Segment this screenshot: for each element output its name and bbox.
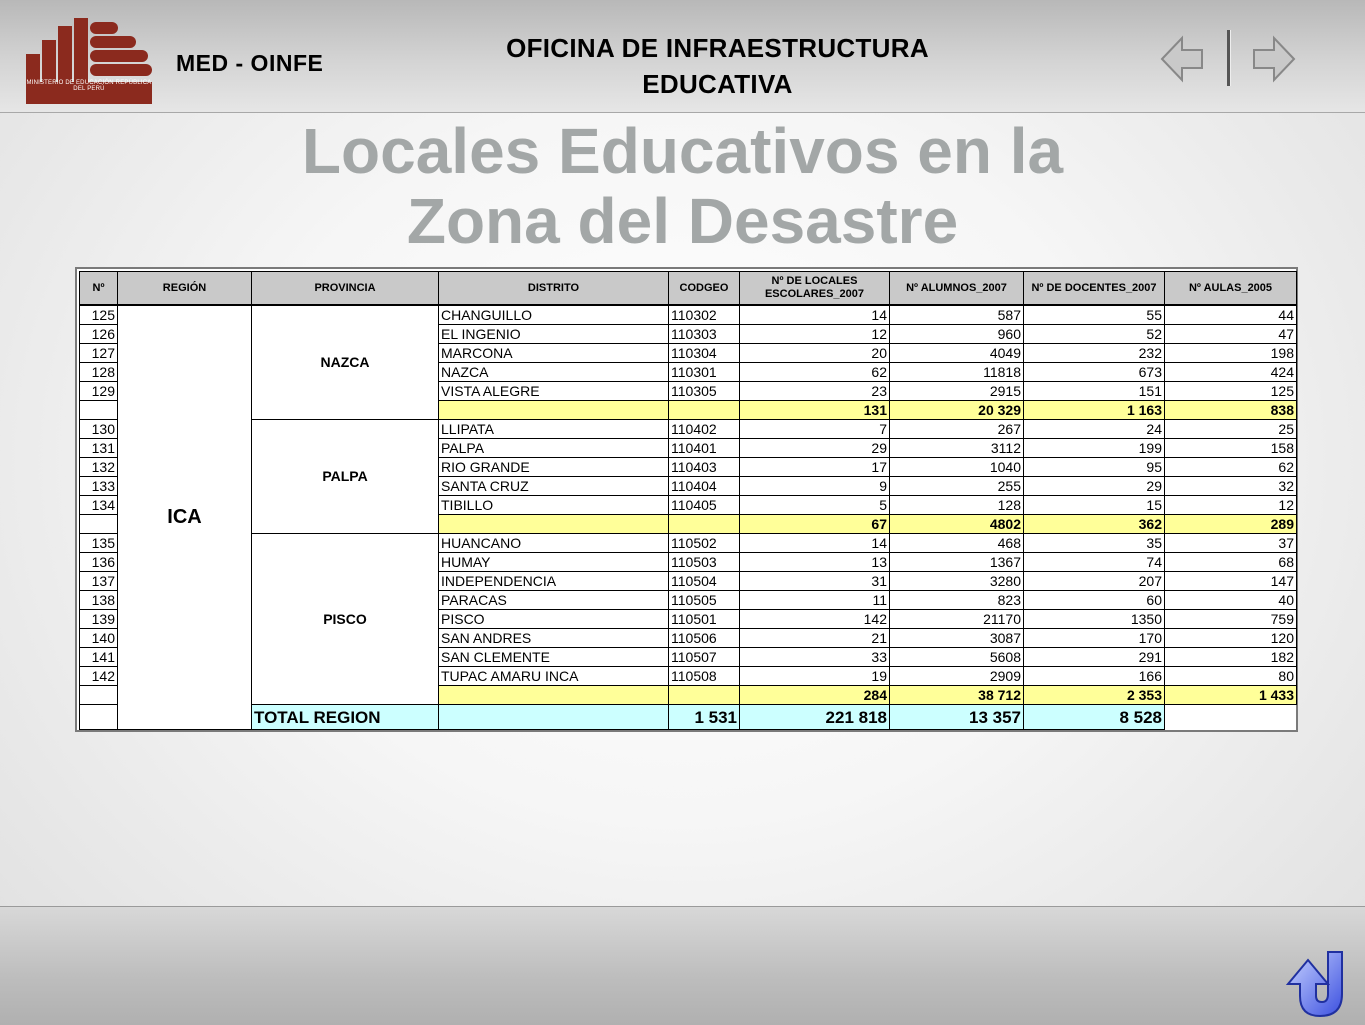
- row-number: 141: [80, 648, 118, 667]
- value-cell: 37: [1165, 534, 1297, 553]
- codgeo-cell: 110405: [669, 496, 740, 515]
- row-number: 136: [80, 553, 118, 572]
- subtotal-cell: 289: [1165, 515, 1297, 534]
- value-cell: 25: [1165, 420, 1297, 439]
- subtotal-cell: 2 353: [1024, 686, 1165, 705]
- district-cell: TUPAC AMARU INCA: [439, 667, 669, 686]
- value-cell: 4049: [890, 344, 1024, 363]
- value-cell: 12: [740, 325, 890, 344]
- value-cell: 267: [890, 420, 1024, 439]
- row-number: 132: [80, 458, 118, 477]
- row-number: 125: [80, 305, 118, 325]
- value-cell: 11: [740, 591, 890, 610]
- subtotal-cell: 1 433: [1165, 686, 1297, 705]
- table-body: [80, 305, 1297, 730]
- row-number: 127: [80, 344, 118, 363]
- value-cell: 62: [1165, 458, 1297, 477]
- col-header: DISTRITO: [439, 272, 669, 306]
- value-cell: 62: [740, 363, 890, 382]
- district-cell: EL INGENIO: [439, 325, 669, 344]
- ministry-logo: [24, 16, 154, 106]
- value-cell: 759: [1165, 610, 1297, 629]
- codgeo-cell: [439, 705, 669, 730]
- slide-footer: [0, 906, 1365, 1025]
- value-cell: 5608: [890, 648, 1024, 667]
- subtotal-cell: 67: [740, 515, 890, 534]
- district-cell: [439, 686, 669, 705]
- col-header: PROVINCIA: [252, 272, 439, 306]
- col-header: Nº DE DOCENTES_2007: [1024, 272, 1165, 306]
- value-cell: 11818: [890, 363, 1024, 382]
- arrow-right-icon[interactable]: [1250, 30, 1296, 88]
- value-cell: 468: [890, 534, 1024, 553]
- value-cell: 24: [1024, 420, 1165, 439]
- schools-table: [79, 271, 1297, 730]
- codgeo-cell: 110304: [669, 344, 740, 363]
- value-cell: 166: [1024, 667, 1165, 686]
- codgeo-cell: 110403: [669, 458, 740, 477]
- row-number: 138: [80, 591, 118, 610]
- value-cell: 960: [890, 325, 1024, 344]
- col-header: Nº DE LOCALES ESCOLARES_2007: [740, 272, 890, 306]
- value-cell: 23: [740, 382, 890, 401]
- district-cell: TIBILLO: [439, 496, 669, 515]
- value-cell: 40: [1165, 591, 1297, 610]
- value-cell: 52: [1024, 325, 1165, 344]
- subtotal-cell: 362: [1024, 515, 1165, 534]
- value-cell: 32: [1165, 477, 1297, 496]
- value-cell: 14: [740, 534, 890, 553]
- row-number: 129: [80, 382, 118, 401]
- value-cell: 29: [740, 439, 890, 458]
- slide-title: [0, 116, 1365, 256]
- office-line-1: OFICINA DE INFRAESTRUCTURA: [506, 33, 929, 63]
- col-header: Nº: [80, 272, 118, 306]
- schools-table-frame: [75, 267, 1298, 732]
- district-cell: NAZCA: [439, 363, 669, 382]
- office-name: [440, 30, 995, 102]
- district-cell: PISCO: [439, 610, 669, 629]
- row-number: 134: [80, 496, 118, 515]
- value-cell: 2909: [890, 667, 1024, 686]
- total-cell: 1 531: [669, 705, 740, 730]
- table-row: [80, 305, 1297, 325]
- value-cell: 60: [1024, 591, 1165, 610]
- codgeo-cell: 110502: [669, 534, 740, 553]
- row-number: 139: [80, 610, 118, 629]
- province-cell: NAZCA: [252, 305, 439, 420]
- value-cell: 823: [890, 591, 1024, 610]
- subtotal-cell: 284: [740, 686, 890, 705]
- district-cell: PARACAS: [439, 591, 669, 610]
- col-header: REGIÓN: [118, 272, 252, 306]
- value-cell: 15: [1024, 496, 1165, 515]
- row-number: [80, 401, 118, 420]
- logo-caption: MINISTERIO DE EDUCACIÓN REPÚBLICA DEL PERÚ: [26, 80, 152, 92]
- value-cell: 20: [740, 344, 890, 363]
- subtotal-cell: 1 163: [1024, 401, 1165, 420]
- value-cell: 17: [740, 458, 890, 477]
- value-cell: 2915: [890, 382, 1024, 401]
- value-cell: 673: [1024, 363, 1165, 382]
- codgeo-cell: 110506: [669, 629, 740, 648]
- value-cell: 291: [1024, 648, 1165, 667]
- province-cell: PISCO: [252, 534, 439, 705]
- district-cell: LLIPATA: [439, 420, 669, 439]
- value-cell: 1040: [890, 458, 1024, 477]
- table-row: [80, 534, 1297, 553]
- row-number: 140: [80, 629, 118, 648]
- row-number: 133: [80, 477, 118, 496]
- value-cell: 19: [740, 667, 890, 686]
- total-row: [80, 705, 1297, 730]
- value-cell: 198: [1165, 344, 1297, 363]
- district-cell: SANTA CRUZ: [439, 477, 669, 496]
- value-cell: 29: [1024, 477, 1165, 496]
- value-cell: 3280: [890, 572, 1024, 591]
- district-cell: CHANGUILLO: [439, 305, 669, 325]
- table-header-row: [80, 272, 1297, 306]
- value-cell: 147: [1165, 572, 1297, 591]
- value-cell: 128: [890, 496, 1024, 515]
- subtotal-cell: 4802: [890, 515, 1024, 534]
- value-cell: 12: [1165, 496, 1297, 515]
- codgeo-cell: 110301: [669, 363, 740, 382]
- value-cell: 182: [1165, 648, 1297, 667]
- value-cell: 142: [740, 610, 890, 629]
- subtotal-cell: 20 329: [890, 401, 1024, 420]
- district-cell: HUMAY: [439, 553, 669, 572]
- value-cell: 1367: [890, 553, 1024, 572]
- value-cell: 587: [890, 305, 1024, 325]
- value-cell: 170: [1024, 629, 1165, 648]
- value-cell: 47: [1165, 325, 1297, 344]
- region-cell: ICA: [118, 305, 252, 730]
- value-cell: 14: [740, 305, 890, 325]
- total-cell: 221 818: [740, 705, 890, 730]
- district-cell: HUANCANO: [439, 534, 669, 553]
- col-header: Nº AULAS_2005: [1165, 272, 1297, 306]
- codgeo-cell: 110501: [669, 610, 740, 629]
- value-cell: 3112: [890, 439, 1024, 458]
- codgeo-cell: 110507: [669, 648, 740, 667]
- district-cell: MARCONA: [439, 344, 669, 363]
- codgeo-cell: 110305: [669, 382, 740, 401]
- table-row: [80, 420, 1297, 439]
- value-cell: 44: [1165, 305, 1297, 325]
- value-cell: 158: [1165, 439, 1297, 458]
- total-cell: 8 528: [1024, 705, 1165, 730]
- value-cell: 120: [1165, 629, 1297, 648]
- value-cell: 424: [1165, 363, 1297, 382]
- value-cell: 199: [1024, 439, 1165, 458]
- value-cell: 7: [740, 420, 890, 439]
- total-cell: 13 357: [890, 705, 1024, 730]
- value-cell: 68: [1165, 553, 1297, 572]
- codgeo-cell: [669, 686, 740, 705]
- col-header: CODGEO: [669, 272, 740, 306]
- return-up-icon[interactable]: [1284, 946, 1360, 1022]
- value-cell: 80: [1165, 667, 1297, 686]
- office-line-2: EDUCATIVA: [642, 69, 793, 99]
- value-cell: 255: [890, 477, 1024, 496]
- codgeo-cell: 110508: [669, 667, 740, 686]
- value-cell: 35: [1024, 534, 1165, 553]
- title-line-1: Locales Educativos en la: [301, 115, 1064, 187]
- value-cell: 31: [740, 572, 890, 591]
- codgeo-cell: 110505: [669, 591, 740, 610]
- district-cell: RIO GRANDE: [439, 458, 669, 477]
- value-cell: 21170: [890, 610, 1024, 629]
- row-number: 130: [80, 420, 118, 439]
- row-number: [80, 515, 118, 534]
- subtotal-cell: 131: [740, 401, 890, 420]
- province-cell: PALPA: [252, 420, 439, 534]
- row-number: [80, 686, 118, 705]
- value-cell: 232: [1024, 344, 1165, 363]
- nav-separator: [1227, 30, 1231, 86]
- value-cell: 9: [740, 477, 890, 496]
- col-header: Nº ALUMNOS_2007: [890, 272, 1024, 306]
- row-number: 135: [80, 534, 118, 553]
- district-cell: PALPA: [439, 439, 669, 458]
- title-line-2: Zona del Desastre: [406, 185, 959, 257]
- row-number: 142: [80, 667, 118, 686]
- value-cell: 74: [1024, 553, 1165, 572]
- value-cell: 3087: [890, 629, 1024, 648]
- slide-header: [0, 0, 1365, 113]
- row-number: [80, 705, 118, 730]
- codgeo-cell: 110503: [669, 553, 740, 572]
- codgeo-cell: 110402: [669, 420, 740, 439]
- codgeo-cell: 110504: [669, 572, 740, 591]
- district-cell: VISTA ALEGRE: [439, 382, 669, 401]
- district-cell: [439, 401, 669, 420]
- value-cell: 125: [1165, 382, 1297, 401]
- row-number: 126: [80, 325, 118, 344]
- value-cell: 1350: [1024, 610, 1165, 629]
- codgeo-cell: 110302: [669, 305, 740, 325]
- codgeo-cell: 110404: [669, 477, 740, 496]
- value-cell: 13: [740, 553, 890, 572]
- district-cell: SAN CLEMENTE: [439, 648, 669, 667]
- subtotal-cell: 838: [1165, 401, 1297, 420]
- row-number: 137: [80, 572, 118, 591]
- codgeo-cell: 110303: [669, 325, 740, 344]
- row-number: 128: [80, 363, 118, 382]
- value-cell: 95: [1024, 458, 1165, 477]
- district-cell: [439, 515, 669, 534]
- arrow-left-icon[interactable]: [1160, 30, 1206, 88]
- value-cell: 33: [740, 648, 890, 667]
- value-cell: 151: [1024, 382, 1165, 401]
- subtotal-cell: 38 712: [890, 686, 1024, 705]
- org-short-name: MED - OINFE: [176, 50, 324, 76]
- district-cell: INDEPENDENCIA: [439, 572, 669, 591]
- value-cell: 55: [1024, 305, 1165, 325]
- total-label: TOTAL REGION: [252, 705, 439, 730]
- row-number: 131: [80, 439, 118, 458]
- value-cell: 207: [1024, 572, 1165, 591]
- codgeo-cell: [669, 401, 740, 420]
- district-cell: SAN ANDRES: [439, 629, 669, 648]
- codgeo-cell: 110401: [669, 439, 740, 458]
- value-cell: 5: [740, 496, 890, 515]
- codgeo-cell: [669, 515, 740, 534]
- value-cell: 21: [740, 629, 890, 648]
